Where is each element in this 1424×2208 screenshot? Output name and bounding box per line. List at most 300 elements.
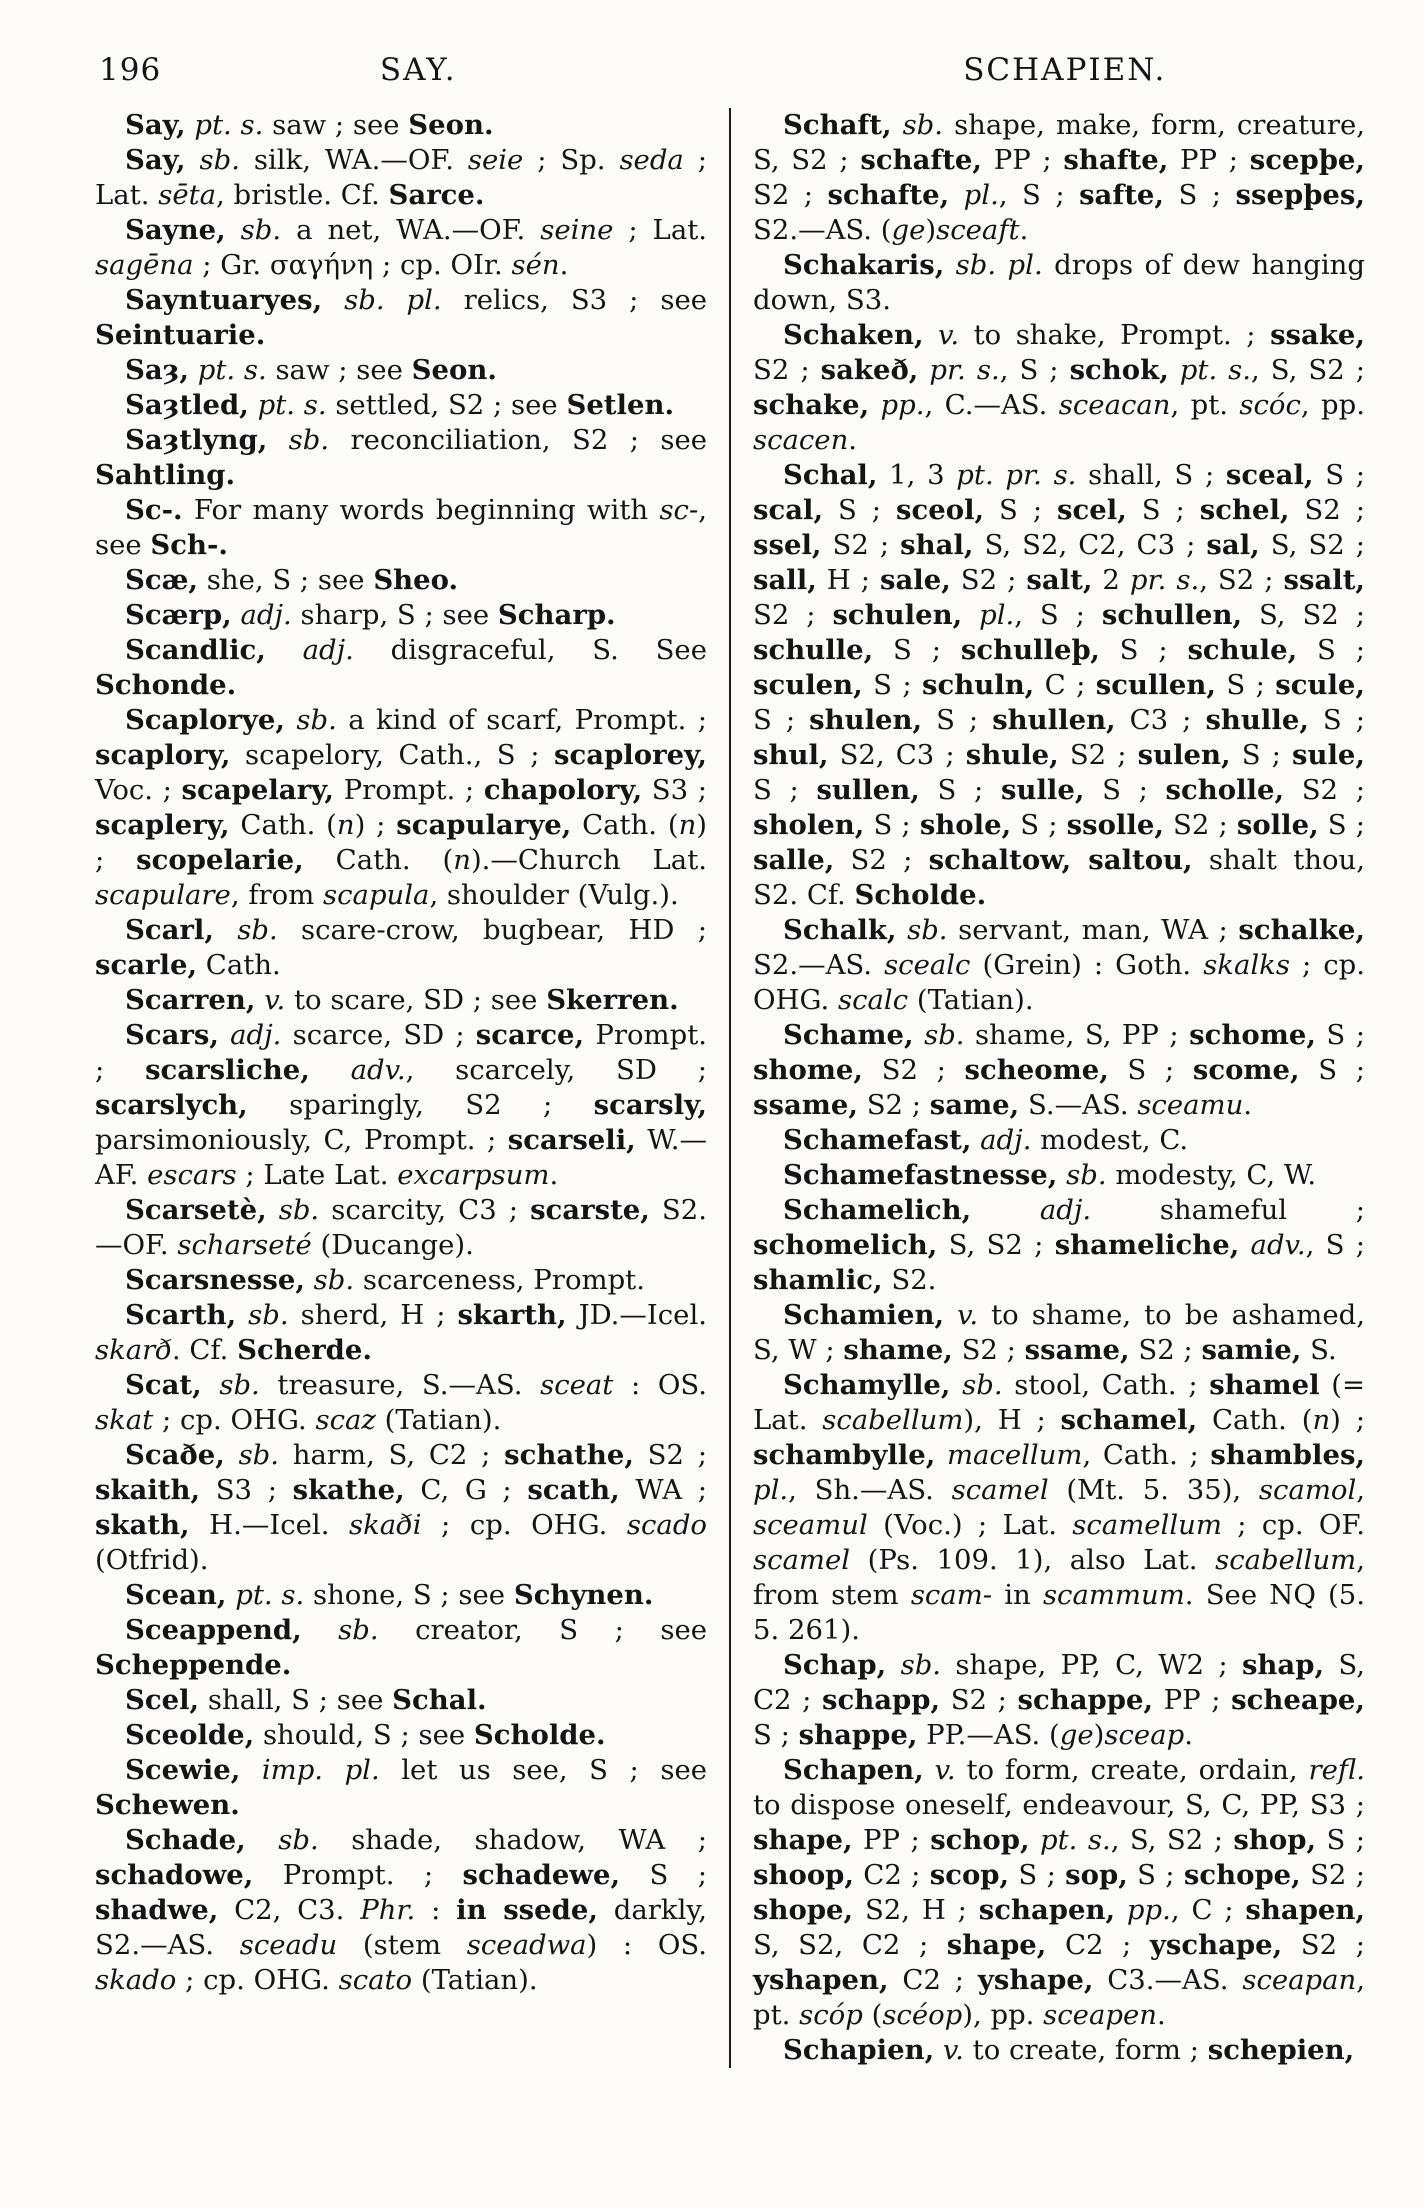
entry-segment: scapulare <box>95 879 231 911</box>
headword: Scean, <box>125 1579 227 1611</box>
entry-segment: shone, S ; see <box>304 1579 514 1611</box>
entry-segment: Schewen. <box>95 1789 240 1821</box>
entry-segment: scule, <box>1275 669 1365 701</box>
entry-segment: S2, C3 ; <box>828 739 966 771</box>
entry-segment: , pp. <box>1300 389 1365 421</box>
entry-segment: saw ; see <box>266 354 412 386</box>
entry-segment: harm, S, C2 ; <box>279 1439 505 1471</box>
dictionary-entry <box>753 1158 1365 1193</box>
entry-segment: scalc <box>838 984 909 1016</box>
entry-segment: v. <box>934 2034 964 2066</box>
entry-segment: C2, C3. <box>218 1894 361 1926</box>
entry-segment: S ; <box>1011 809 1067 841</box>
entry-segment: scharseté <box>177 1229 312 1261</box>
entry-segment: S ; <box>1108 1054 1193 1086</box>
entry-segment: excarpsum <box>397 1159 550 1191</box>
entry-segment: yshapen, <box>753 1964 889 1996</box>
dictionary-entry <box>753 248 1365 318</box>
entry-segment: , S ; <box>1014 599 1102 631</box>
entry-segment: sb. <box>224 1439 280 1471</box>
entry-segment: schathe, <box>504 1439 634 1471</box>
entry-segment: shall, S ; <box>1076 459 1226 491</box>
entry-segment: shamlic, <box>753 1264 883 1296</box>
entry-segment: adj. <box>971 1194 1092 1226</box>
entry-segment: Cath. ( <box>229 809 337 841</box>
dictionary-entry <box>95 423 707 493</box>
entry-segment: (Tatian). <box>908 984 1034 1016</box>
entry-segment: sulen, <box>1137 739 1231 771</box>
entry-segment: ; Sp. <box>523 144 620 176</box>
entry-segment: shulle, <box>1205 704 1309 736</box>
dictionary-entry <box>95 1718 707 1753</box>
entry-segment: to shame, to be ashamed, S, W ; <box>753 1299 1365 1366</box>
entry-segment: (Otfrid). <box>95 1544 209 1576</box>
headword: Scaðe, <box>125 1439 225 1471</box>
entry-segment: sceaft <box>936 214 1020 246</box>
entry-segment: sceap <box>1104 1719 1185 1751</box>
entry-segment: sceal, <box>1225 459 1314 491</box>
entry-segment: scaz <box>315 1404 376 1436</box>
entry-segment: Sheo. <box>373 564 459 596</box>
entry-segment: schapp, <box>822 1684 941 1716</box>
entry-segment: Scharp. <box>497 599 616 631</box>
entry-segment: adj. <box>218 1019 282 1051</box>
entry-segment: Seintuarie. <box>95 319 266 351</box>
entry-segment: settled, S2 ; see <box>326 389 567 421</box>
entry-segment: v. <box>255 984 286 1016</box>
entry-segment: shameful ; <box>1091 1194 1365 1226</box>
entry-segment: S2 ; <box>753 354 821 386</box>
entry-segment: . <box>1184 1719 1193 1751</box>
entry-segment: Sch-. <box>150 529 228 561</box>
dictionary-entry <box>95 108 707 143</box>
entry-segment: S ; <box>1163 179 1236 211</box>
entry-segment: S2 ; <box>940 1684 1018 1716</box>
entry-segment: S ; <box>1009 1859 1066 1891</box>
entry-segment: S ; <box>1215 669 1276 701</box>
entry-segment: . <box>1019 214 1029 246</box>
dictionary-entry <box>95 1438 707 1578</box>
entry-segment: schake, <box>753 389 870 421</box>
entry-segment: S2.—AS. <box>753 949 885 981</box>
dictionary-entry <box>753 1753 1365 2033</box>
entry-segment: JD.—Icel. <box>566 1299 707 1331</box>
entry-segment: Schal. <box>392 1684 487 1716</box>
dictionary-entry <box>95 703 707 913</box>
dictionary-entry <box>95 1753 707 1823</box>
entry-segment: Cath. ( <box>1197 1404 1313 1436</box>
header-right-half <box>742 52 1389 88</box>
entry-segment: she, S ; see <box>198 564 374 596</box>
dictionary-entry <box>95 913 707 983</box>
entry-segment: samie, <box>1201 1334 1302 1366</box>
entry-segment: shadwe, <box>95 1894 219 1926</box>
entry-segment: sal, <box>1206 529 1260 561</box>
entry-segment: shameliche, <box>1054 1229 1240 1261</box>
entry-segment: , from <box>230 879 324 911</box>
headword: Schapen, <box>783 1754 924 1786</box>
entry-segment: pl. <box>949 179 999 211</box>
running-head-right: SCHAPIEN. <box>963 52 1167 88</box>
headword: Schamylle, <box>783 1369 951 1401</box>
entry-segment: S ; <box>1126 494 1200 526</box>
entry-segment: sholen, <box>753 809 865 841</box>
entry-segment: sceat <box>540 1369 614 1401</box>
entry-segment: sb. <box>245 1824 319 1856</box>
entry-segment: pr. s. <box>1129 564 1200 596</box>
entry-segment: chapolory, <box>483 774 643 806</box>
entry-segment: scabellum <box>1215 1544 1357 1576</box>
headword: Schal, <box>783 459 878 491</box>
entry-segment: sceamul <box>753 1509 868 1541</box>
dictionary-entry <box>95 1193 707 1263</box>
entry-segment: shapen, <box>1245 1894 1365 1926</box>
entry-segment: shafte, <box>1063 144 1169 176</box>
dictionary-entry <box>95 633 707 703</box>
dictionary-entry <box>95 1613 707 1683</box>
entry-segment: refl. <box>1308 1754 1365 1786</box>
entry-segment: scamel <box>951 1474 1049 1506</box>
entry-segment: ; cp. OF. <box>1221 1509 1365 1541</box>
entry-segment: S2, H ; <box>853 1894 979 1926</box>
entry-segment: S, S2 ; <box>1242 599 1365 631</box>
entry-segment: (Ps. 109. 1), also Lat. <box>850 1544 1216 1576</box>
entry-segment: , S ; <box>998 179 1080 211</box>
entry-segment: shade, shadow, WA ; <box>318 1824 707 1856</box>
entry-segment: modesty, C, W. <box>1106 1159 1317 1191</box>
entry-segment: , pt. <box>1170 389 1240 421</box>
entry-segment: : <box>415 1894 457 1926</box>
entry-segment: For many words beginning with <box>182 494 660 526</box>
entry-segment: scamel <box>753 1544 851 1576</box>
entry-segment: sale, <box>879 564 951 596</box>
entry-segment: v. <box>944 1299 979 1331</box>
entry-segment: escars <box>147 1159 237 1191</box>
entry-segment: scheome, <box>964 1054 1109 1086</box>
entry-segment: , C ; <box>1170 1894 1246 1926</box>
entry-segment: ) <box>1093 1719 1105 1751</box>
entry-segment: ; Lat. <box>613 214 708 246</box>
entry-segment: shall, S ; see <box>199 1684 393 1716</box>
dictionary-entry <box>753 2033 1365 2068</box>
headword: Scarren, <box>125 984 256 1016</box>
entry-segment: ; Late Lat. <box>236 1159 398 1191</box>
entry-segment: ), H ; <box>963 1404 1061 1436</box>
entry-segment: Scholde. <box>473 1719 606 1751</box>
entry-segment: (= Lat. <box>753 1369 1366 1436</box>
entry-segment: shape, make, form, creature, S, S2 ; <box>753 109 1366 176</box>
entry-segment: PP.—AS. ( <box>917 1719 1060 1751</box>
entry-segment: S. <box>1301 1334 1337 1366</box>
entry-segment: S ; <box>922 704 993 736</box>
headword: Scaplorye, <box>125 704 285 736</box>
entry-segment: shame, <box>843 1334 953 1366</box>
entry-segment: , C.—AS. <box>924 389 1059 421</box>
entry-segment: (stem <box>337 1929 467 1961</box>
entry-segment: S2 ; <box>821 529 901 561</box>
entry-segment: schope, <box>1183 1859 1301 1891</box>
entry-segment: to dispose oneself, endeavour, S, C, PP, S3 ; <box>753 1789 1365 1821</box>
entry-segment: skaði <box>349 1509 422 1541</box>
entry-segment: sb. <box>950 1369 1003 1401</box>
entry-segment: schamel, <box>1060 1404 1198 1436</box>
headword: Schamelich, <box>783 1194 972 1226</box>
entry-segment: scarce, <box>475 1019 585 1051</box>
dictionary-entry <box>753 1298 1365 1368</box>
entry-segment: S ; <box>1084 774 1166 806</box>
entry-segment: skado <box>95 1964 177 1996</box>
entry-segment: scarslych, <box>95 1089 248 1121</box>
entry-segment: S3 ; <box>642 774 707 806</box>
entry-segment: shulen, <box>809 704 923 736</box>
entry-segment: sceapen <box>1043 1999 1157 2031</box>
headword: Scarl, <box>125 914 214 946</box>
entry-segment: ( <box>862 1999 883 2031</box>
headword: Sayne, <box>125 214 226 246</box>
entry-segment: Prompt. ; <box>334 774 484 806</box>
entry-segment: S ; <box>620 1859 707 1891</box>
entry-segment: S3 ; <box>200 1474 293 1506</box>
entry-segment: scal, <box>753 494 824 526</box>
entry-segment: sall, <box>753 564 817 596</box>
entry-segment: S2 ; <box>863 1054 965 1086</box>
headword: Scarsnesse, <box>125 1264 305 1296</box>
entry-segment: 2 <box>1092 564 1130 596</box>
entry-segment: S, S2 ; <box>937 1229 1055 1261</box>
entry-segment: , S ; <box>1305 1229 1365 1261</box>
entry-segment: . <box>1243 1089 1253 1121</box>
dictionary-entry <box>95 983 707 1018</box>
entry-segment: saw ; see <box>263 109 409 141</box>
entry-segment: sharp, S ; see <box>291 599 498 631</box>
entry-segment: sb. pl. <box>322 284 442 316</box>
entry-segment: scapelory, Cath., S ; <box>230 739 555 771</box>
entry-segment: reconciliation, S2 ; see <box>329 424 707 456</box>
entry-segment: , pt. <box>753 1964 1365 2031</box>
entry-segment: sakeð, <box>820 354 919 386</box>
entry-segment: S ; <box>1099 634 1188 666</box>
entry-segment: adj. <box>971 1124 1032 1156</box>
entry-segment: C3 ; <box>1115 704 1206 736</box>
entry-segment: adj. <box>265 634 354 666</box>
dictionary-entry <box>753 1648 1365 1753</box>
entry-segment: seine <box>540 214 614 246</box>
headword: Say, <box>125 109 186 141</box>
entry-segment: S2 ; <box>1129 1334 1202 1366</box>
running-head-left: SAY. <box>379 52 457 88</box>
entry-segment: shullen, <box>992 704 1116 736</box>
entry-segment: S2 ; <box>834 844 929 876</box>
entry-segment: schok, <box>1069 354 1169 386</box>
entry-segment: S2 ; <box>950 564 1027 596</box>
entry-segment: scath, <box>527 1474 620 1506</box>
entry-segment: scarsliche, <box>145 1054 310 1086</box>
entry-segment: yshape, <box>977 1964 1094 1996</box>
entry-segment: shole, <box>919 809 1012 841</box>
entry-segment: S ; <box>1299 1054 1365 1086</box>
entry-segment: pt. s. <box>185 109 264 141</box>
entry-segment: Prompt. ; <box>95 1019 708 1086</box>
entry-segment: S ; <box>1127 1859 1184 1891</box>
entry-segment: adv. <box>309 1054 406 1086</box>
entry-segment: . <box>549 1159 559 1191</box>
headword: Scel, <box>125 1684 200 1716</box>
entry-segment: sb. <box>886 1649 942 1681</box>
entry-segment: ssepþes, <box>1235 179 1365 211</box>
entry-segment: pt. s. <box>248 389 327 421</box>
entry-segment: S ; <box>984 494 1058 526</box>
entry-segment: S2 ; <box>1300 1859 1365 1891</box>
entry-segment: PP ; <box>852 1824 931 1856</box>
entry-segment: same, <box>929 1089 1020 1121</box>
entry-segment: shalt thou, S2. Cf. <box>753 844 1365 911</box>
entry-segment: drops of dew hanging down, S3. <box>753 249 1365 316</box>
entry-segment: n <box>336 809 355 841</box>
columns-container <box>95 108 1388 2068</box>
entry-segment: macellum <box>935 1439 1083 1471</box>
entry-segment: scarceness, Prompt. <box>354 1264 645 1296</box>
entry-segment: v. <box>923 1754 956 1786</box>
entry-segment: scapelary, <box>181 774 334 806</box>
column-divider <box>729 108 731 2068</box>
entry-segment: sēta <box>158 179 217 211</box>
entry-segment: schapen, <box>978 1894 1116 1926</box>
entry-segment: seie <box>467 144 524 176</box>
entry-segment: ssame, <box>1024 1334 1130 1366</box>
entry-segment: sb. <box>891 109 944 141</box>
entry-segment: Seon. <box>411 354 497 386</box>
entry-segment: sb. <box>225 214 282 246</box>
column-right <box>753 108 1365 2068</box>
entry-segment: to create, form ; <box>963 2034 1208 2066</box>
entry-segment: salle, <box>753 844 835 876</box>
entry-segment: , S, S2 ; <box>1110 1824 1234 1856</box>
entry-segment: Scholde. <box>854 879 987 911</box>
entry-segment: sén <box>511 249 560 281</box>
entry-segment: Phr. <box>360 1894 416 1926</box>
entry-segment: S ; <box>1230 739 1292 771</box>
entry-segment: scato <box>338 1964 413 1996</box>
entry-segment: to scare, SD ; see <box>285 984 547 1016</box>
entry-segment: scarseli, <box>507 1124 636 1156</box>
entry-segment: to shake, Prompt. ; <box>959 319 1271 351</box>
entry-segment: S2 ; <box>1289 494 1365 526</box>
entry-segment: scopelarie, <box>136 844 304 876</box>
entry-segment: sullen, <box>816 774 920 806</box>
column-left <box>95 108 707 2068</box>
dictionary-entry <box>753 913 1365 1018</box>
entry-segment: servant, man, WA ; <box>947 914 1239 946</box>
entry-segment: imp. pl. <box>240 1754 380 1786</box>
entry-segment: stool, Cath. ; <box>1002 1369 1210 1401</box>
entry-segment: creator, S ; see <box>378 1614 708 1646</box>
entry-segment: , S2 ; <box>1199 564 1284 596</box>
entry-segment: scholle, <box>1165 774 1285 806</box>
entry-segment: scare-crow, bugbear, HD ; <box>277 914 708 946</box>
entry-segment: darkly, S2.—AS. <box>95 1894 707 1961</box>
entry-segment: (Mt. 5. 35), <box>1048 1474 1259 1506</box>
entry-segment: Cath. ( <box>571 809 679 841</box>
entry-segment: S, S2 ; <box>1259 529 1365 561</box>
entry-segment: sceadwa <box>466 1929 587 1961</box>
dictionary-entry <box>95 283 707 353</box>
entry-segment: sb. <box>185 144 240 176</box>
headword: Scars, <box>125 1019 219 1051</box>
entry-segment: schafte, <box>827 179 950 211</box>
headword: Saȝtled, <box>125 389 249 421</box>
entry-segment: scado <box>626 1509 707 1541</box>
entry-segment: scam- <box>910 1579 993 1611</box>
entry-segment: Cath. <box>197 949 281 981</box>
dictionary-entry <box>95 1368 707 1438</box>
entry-segment: scarle, <box>95 949 198 981</box>
entry-segment: Sarce. <box>388 179 485 211</box>
entry-segment: scéop <box>882 1999 963 2031</box>
entry-segment: ), pp. <box>962 1999 1044 2031</box>
entry-segment: ) ; <box>1330 1404 1365 1436</box>
entry-segment: Scheppende. <box>95 1649 292 1681</box>
entry-segment: scop, <box>929 1859 1010 1891</box>
entry-segment: sceacan <box>1058 389 1171 421</box>
entry-segment: . <box>848 424 858 456</box>
entry-segment: ssolle, <box>1066 809 1164 841</box>
entry-segment: schomelich, <box>753 1229 938 1261</box>
entry-segment: Cath. ( <box>303 844 454 876</box>
entry-segment: a net, WA.—OF. <box>281 214 541 246</box>
entry-segment: schappe, <box>1017 1684 1154 1716</box>
dictionary-entry <box>753 318 1365 458</box>
entry-segment: ; cp. OHG. <box>176 1964 339 1996</box>
entry-segment: skarth, <box>457 1299 567 1331</box>
headword: Scarsetè, <box>125 1194 267 1226</box>
entry-segment: H ; <box>816 564 880 596</box>
entry-segment: scel, <box>1057 494 1127 526</box>
headword: Sayntuaryes, <box>125 284 323 316</box>
entry-segment: , see <box>95 494 707 561</box>
headword: Sceolde, <box>125 1719 255 1751</box>
entry-segment: , shoulder (Vulg.). <box>429 879 679 911</box>
entry-segment: , from stem <box>753 1544 1365 1611</box>
entry-segment: S2 ; <box>753 179 828 211</box>
entry-segment: S ; <box>753 704 810 736</box>
entry-segment: ) : OS. <box>586 1929 708 1961</box>
entry-segment: W.—AF. <box>95 1124 707 1191</box>
entry-segment: S ; <box>1318 809 1365 841</box>
entry-segment: C3.—AS. <box>1093 1964 1243 1996</box>
entry-segment: safte, <box>1079 179 1164 211</box>
headword: Scærp, <box>125 599 232 631</box>
entry-segment: a kind of scarf, Prompt. ; <box>336 704 708 736</box>
entry-segment: scamol <box>1258 1474 1357 1506</box>
entry-segment: sb. <box>267 424 330 456</box>
entry-segment: yschape, <box>1149 1929 1283 1961</box>
entry-segment: schaltow, saltou, <box>928 844 1193 876</box>
entry-segment: shape, <box>946 1929 1047 1961</box>
entry-segment: (Voc.) ; Lat. <box>867 1509 1073 1541</box>
entry-segment: S ; <box>1297 634 1365 666</box>
entry-segment: silk, WA.—OF. <box>239 144 468 176</box>
entry-segment: sb. <box>301 1614 379 1646</box>
entry-segment: schalke, <box>1238 914 1365 946</box>
entry-segment: ) <box>925 214 937 246</box>
entry-segment: sb. <box>201 1369 260 1401</box>
entry-segment: S ; <box>919 774 1001 806</box>
entry-segment: shape, PP, C, W2 ; <box>941 1649 1242 1681</box>
entry-segment: shome, <box>753 1054 863 1086</box>
dictionary-entry <box>95 213 707 283</box>
entry-segment: pp. <box>869 389 925 421</box>
dictionary-entry <box>95 388 707 423</box>
